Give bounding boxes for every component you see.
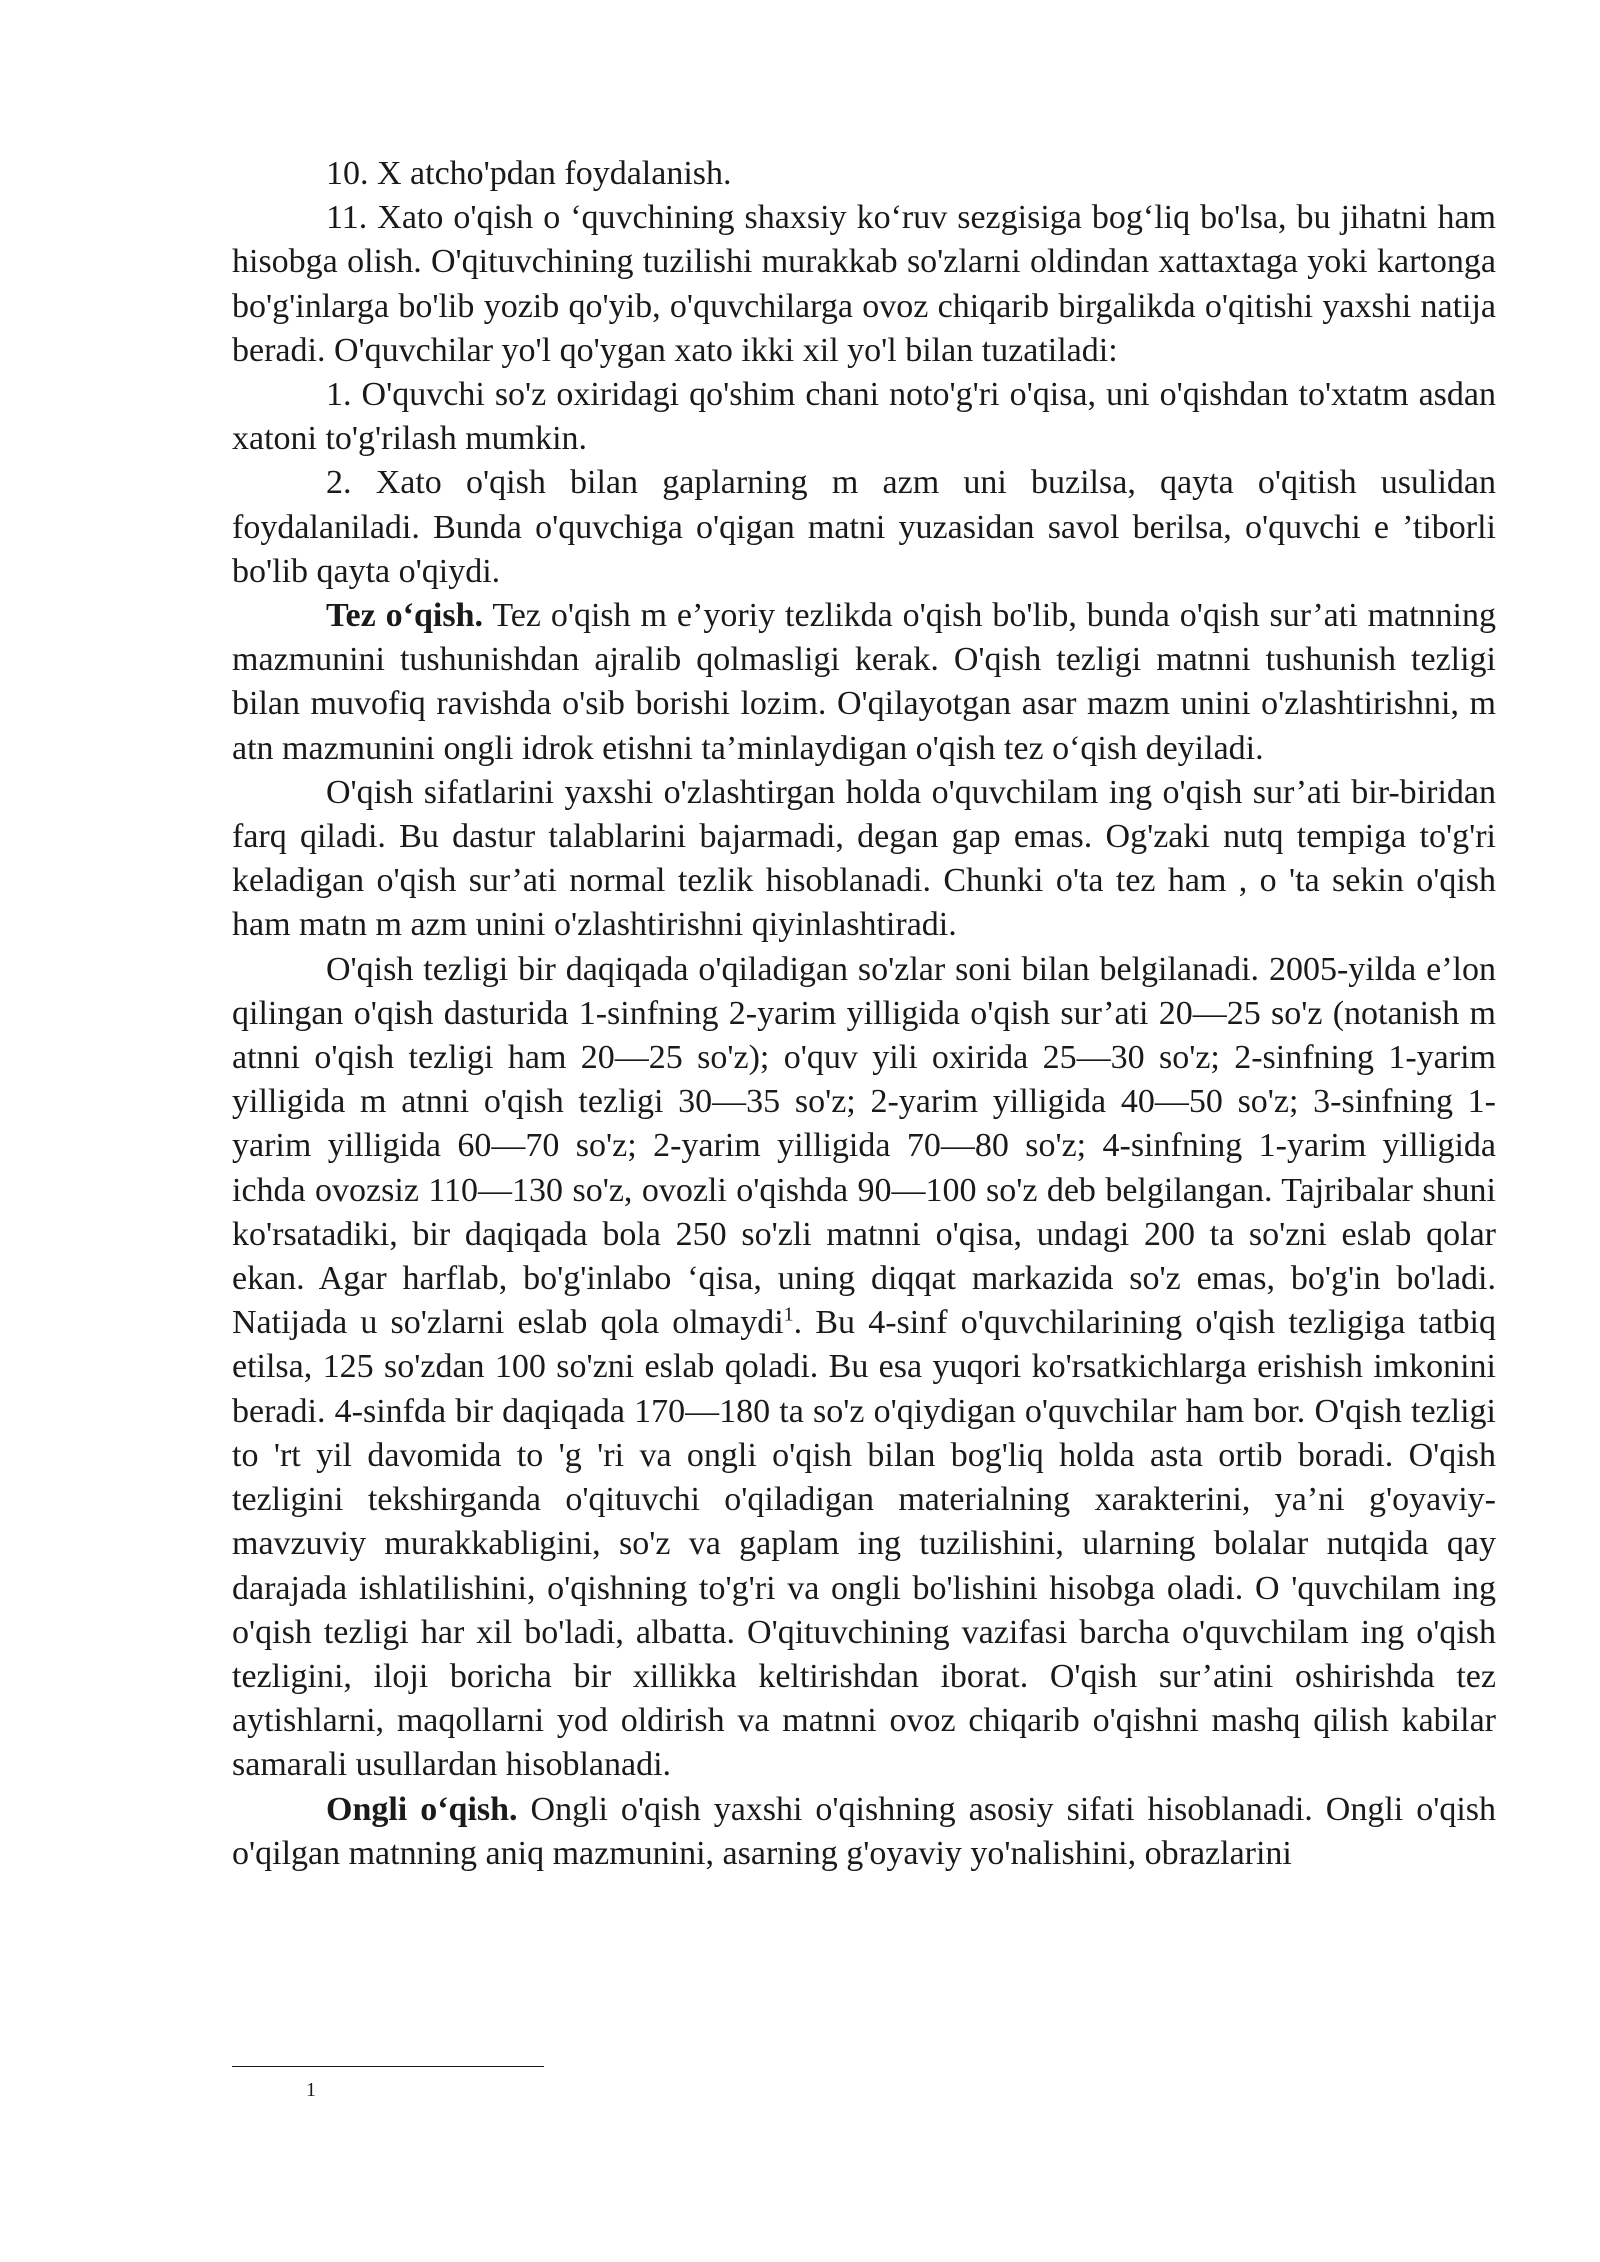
footnote-separator — [232, 2066, 544, 2067]
paragraph-text: 11. Xato o'qish o ‘quvchining shaxsiy ko‘ruv sezgisiga bog‘liq bo'lsa, bu jihatni ham hisobga olish. O'qituvchining tuzilishi murakkab so'zlarni oldindan xattaxtaga yoki kartonga bo'g'inlarga bo'lib yozib qo'yib, o'quvchilarga ovoz chiqarib birgalikda o'qitishi yaxshi natija beradi. O'quvchilar yo'l qo'ygan xato ikki xil yo'l bilan tuzatiladi: — [232, 199, 1496, 369]
paragraph-text: 2. Xato o'qish bilan gaplarning m azm uni buzilsa, qayta o'qitish usulidan foydalaniladi. Bunda o'quvchiga o'qigan matni yuzasidan savol berilsa, o'quvchi e ’tiborli bo'lib qayta o'qiydi. — [232, 464, 1496, 590]
section-ongli-oqish — [232, 1788, 1496, 1876]
paragraph-text: O'qish tezligi bir daqiqada o'qiladigan so'zlar soni bilan belgilanadi. 2005-yilda e’lon qilingan o'qish dasturida 1-sinfning 2-yarim yilligida o'qish sur’ati 20—25 so'z (notanish m atnni o'qish tezligi ham 20—25 so'z); o'quv yili oxirida 25—30 so'z; 2-sinfning 1-yarim yilligida m atnni o'qish tezligi 30—35 so'z; 2-yarim yilligida 40—50 so'z; 3-sinfning 1-yarim yilligida 60—70 so'z; 2-yarim yilligida 70—80 so'z; 4-sinfning 1-yarim yilligida ichda ovozsiz 110—130 so'z, ovozli o'qishda 90—100 so'z deb belgilangan. Tajribalar shuni ko'rsatadiki, bir daqiqada bola 250 so'zli matnni o'qisa, undagi 200 ta so'zni eslab qolar ekan. Agar harflab, bo'g'inlabo ‘qisa, uning diqqat markazida so'z emas, bo'g'in bo'ladi. Natijada u so'zlarni eslab qola olmaydi — [232, 950, 1496, 1342]
section-heading: Ongli o‘qish. — [326, 1790, 518, 1828]
paragraph-text: Ongli o'qish yaxshi o'qishning asosiy sifati hisoblanadi. Ongli o'qish o'qilgan matnning aniq mazmunini, asarning g'oyaviy yo'nalishini, obrazlarini — [232, 1790, 1496, 1872]
list-item-11 — [232, 196, 1496, 373]
paragraph-text: Tez o'qish m e’yoriy tezlikda o'qish bo'lib, bunda o'qish sur’ati matnning mazmunini tushunishdan ajralib qolmasligi kerak. O'qish tezligi matnni tushunish tezligi bilan muvofiq ravishda o'sib borishi lozim. O'qilayotgan asar mazm unini o'zlashtirishni, m atn mazmunini ongli idrok etishni ta’minlaydigan o'qish tez o‘qish deyiladi. — [232, 597, 1496, 767]
body-text — [232, 152, 1496, 1876]
paragraph-text: . Bu 4-sinf o'quvchilarining o'qish tezligiga tatbiq etilsa, 125 so'zdan 100 so'zni eslab qoladi. Bu esa yuqori ko'rsatkichlarga erishish imkonini beradi. 4-sinfda bir daqiqada 170—180 ta so'z o'qiydigan o'quvchilar ham bor. O'qish tezligi to 'rt yil davomida to 'g 'ri va ongli o'qish bilan bog'liq holda asta ortib boradi. O'qish tezligini tekshirganda o'qituvchi o'qiladigan materialning xarakterini, ya’ni g'oyaviy-mavzuviy murakkabligini, so'z va gaplam ing tuzilishini, ularning bolalar nutqida qay darajada ishlatilishini, o'qishning to'g'ri va ongli bo'lishini hisobga oladi. O 'quvchilam ing o'qish tezligi har xil bo'ladi, albatta. O'qituvchining vazifasi barcha o'quvchilam ing o'qish tezligini, iloji boricha bir xillikka keltirishdan iborat. O'qish sur’atini oshirishda tez aytishlarni, maqollarni yod oldirish va matnni ovoz chiqarib o'qishni mashq qilish kabilar samarali usullardan hisoblanadi. — [232, 1304, 1496, 1784]
paragraph-reading-pace — [232, 771, 1496, 948]
footnote-reference: 1 — [783, 1303, 794, 1326]
list-item-10 — [232, 152, 1496, 196]
section-tez-oqish — [232, 594, 1496, 771]
correction-method-1 — [232, 373, 1496, 461]
section-heading: Tez o‘qish. — [326, 597, 483, 635]
paragraph-text: 1. O'quvchi so'z oxiridagi qo'shim chani noto'g'ri o'qisa, uni o'qishdan to'xtatm asdan xatoni to'g'rilash mumkin. — [232, 376, 1496, 458]
paragraph-text: 10. X atcho'pdan foydalanish. — [326, 155, 732, 192]
correction-method-2 — [232, 461, 1496, 594]
paragraph-text: O'qish sifatlarini yaxshi o'zlashtirgan holda o'quvchilam ing o'qish sur’ati bir-biridan farq qiladi. Bu dastur talablarini bajarmadi, degan gap emas. Og'zaki nutq tempiga to'g'ri keladigan o'qish sur’ati normal tezlik hisoblanadi. Chunki o'ta tez ham , o 'ta sekin o'qish ham matn m azm unini o'zlashtirishni qiyinlashtiradi. — [232, 773, 1496, 944]
paragraph-reading-speed-norms — [232, 948, 1496, 1788]
footnote-number: 1 — [306, 2079, 316, 2101]
